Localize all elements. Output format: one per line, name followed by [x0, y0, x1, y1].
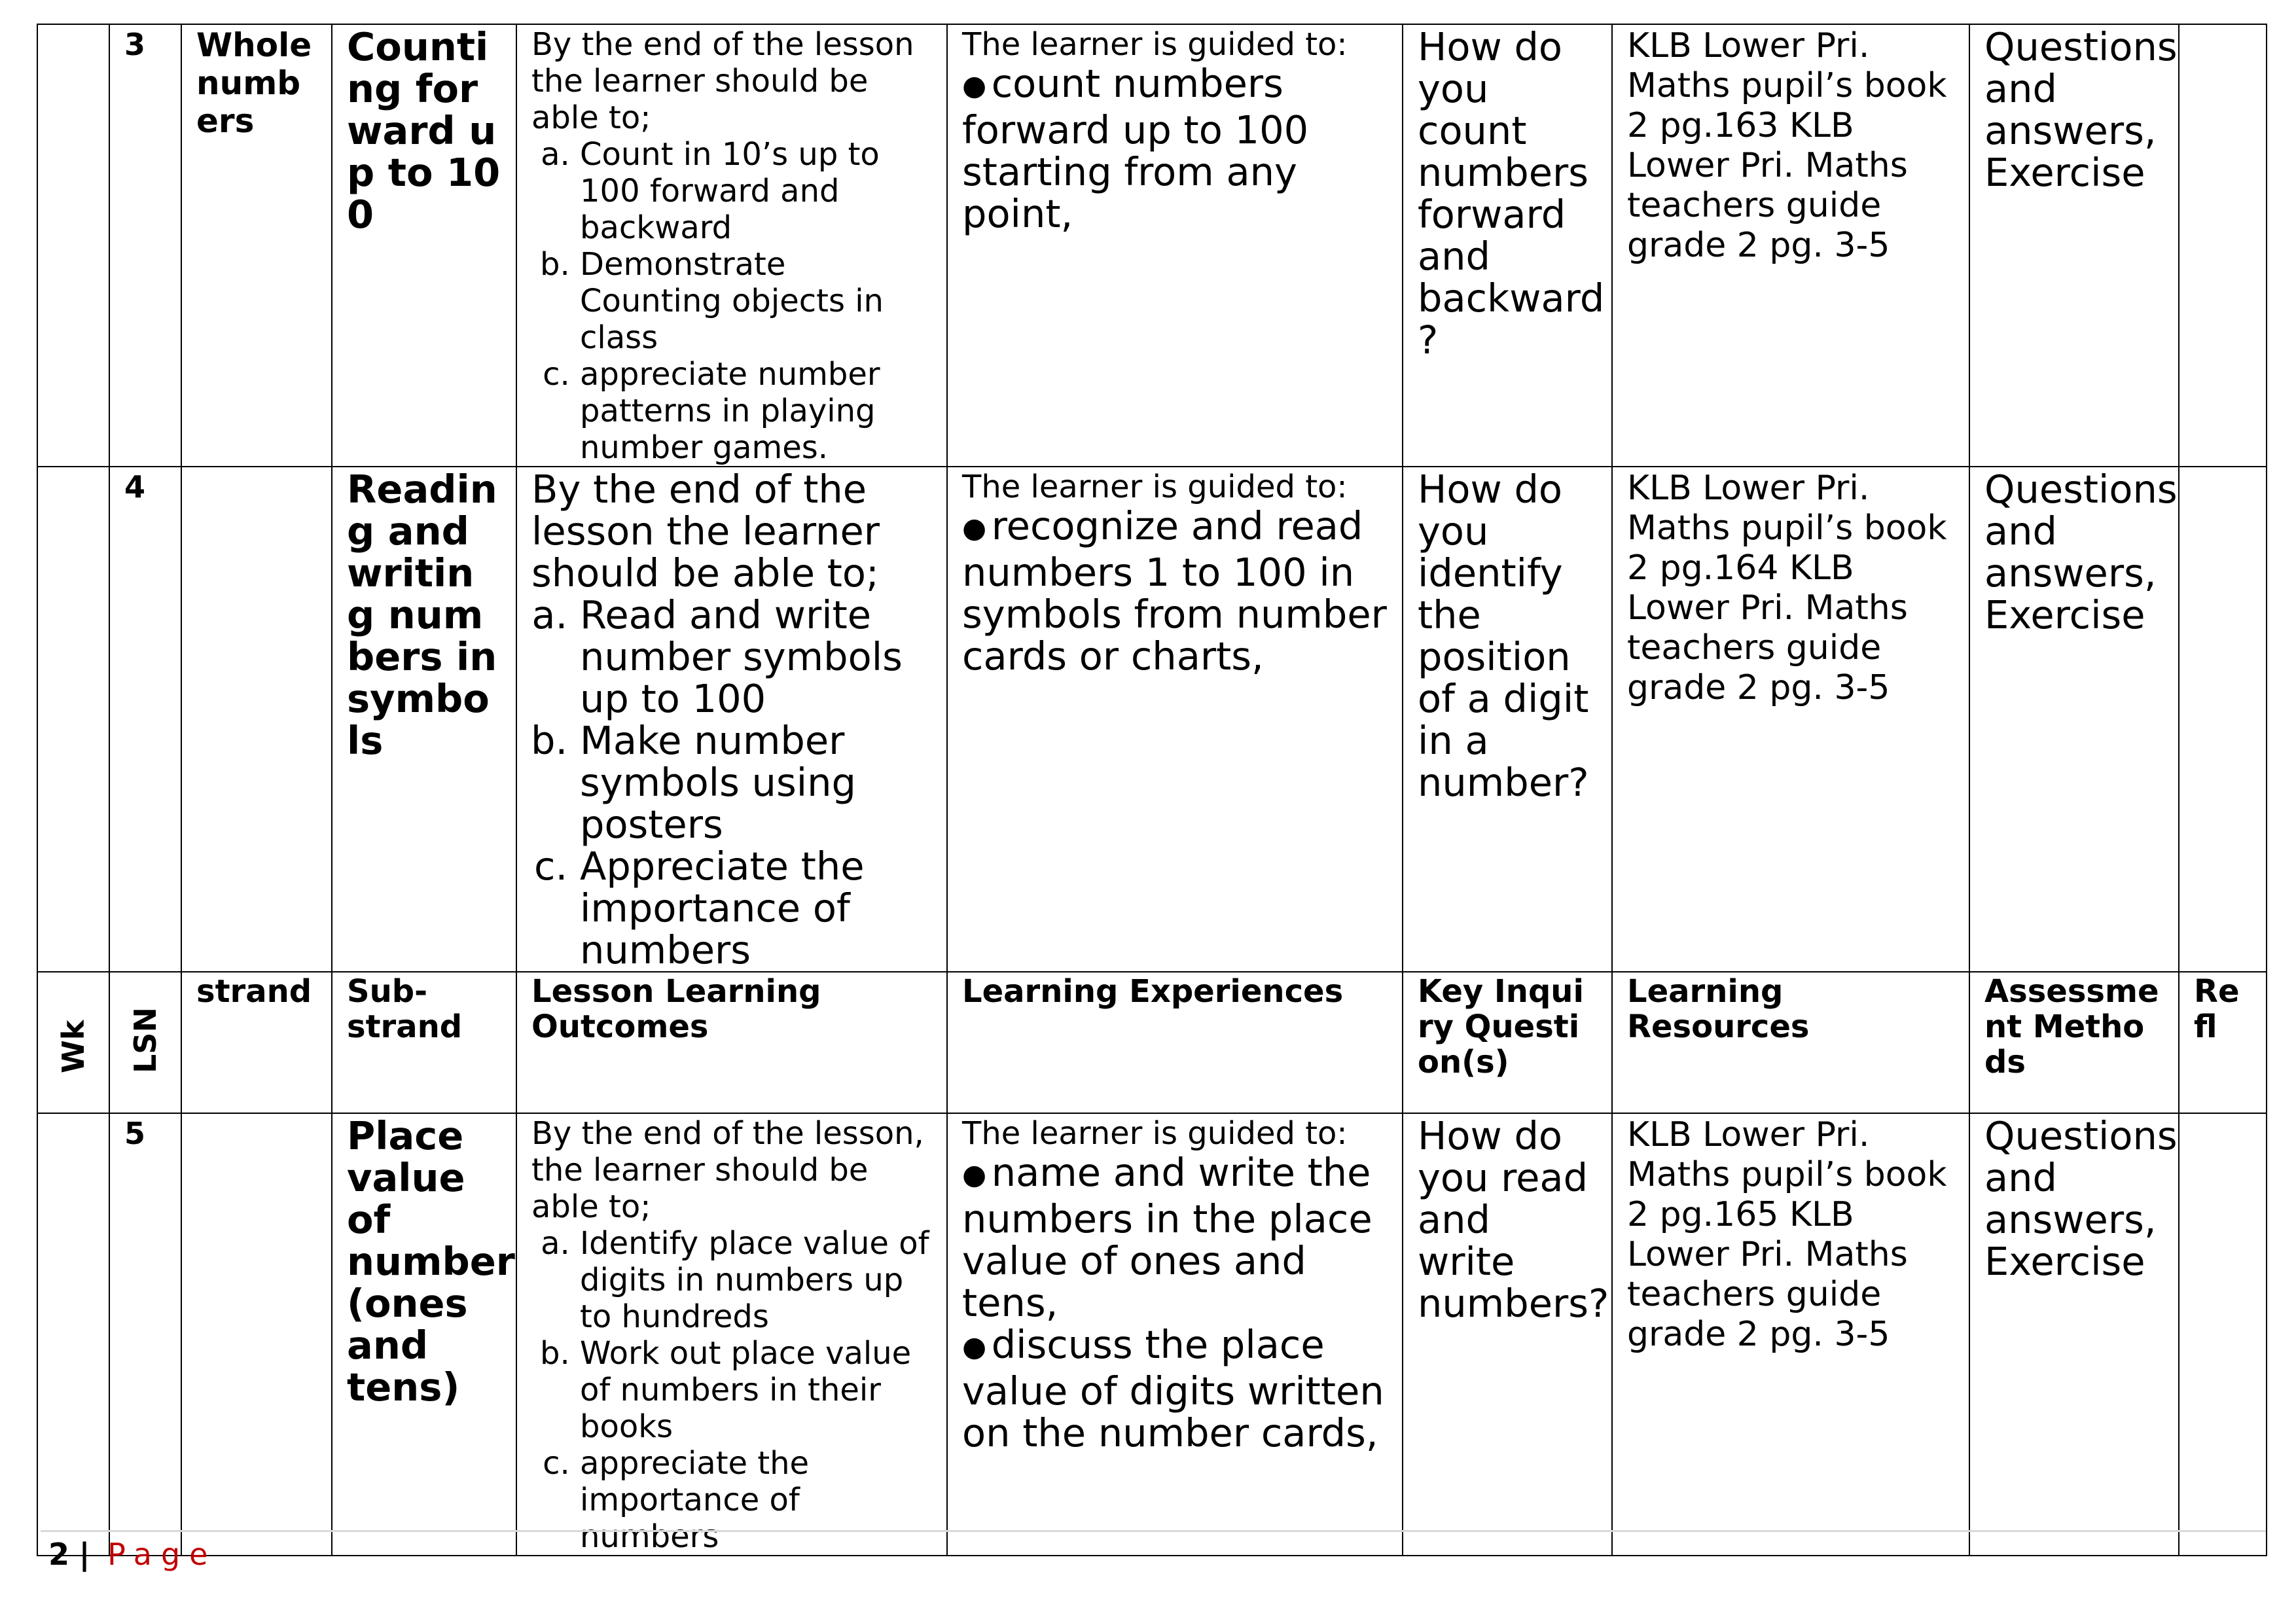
header-inquiry: Key Inquiry Question(s) [1403, 972, 1612, 1113]
header-lesson [109, 972, 181, 1113]
lesson-number: 4 [109, 467, 181, 972]
outcomes-list [531, 136, 932, 466]
header-reflection: Refl [2179, 972, 2267, 1113]
header-lesson-label: LSN [128, 1007, 163, 1073]
outcome-item: b. Make number symbols using posters [580, 720, 932, 846]
header-resources: Learning Resources [1612, 972, 1969, 1113]
outcomes-list [531, 594, 932, 971]
table-row [37, 467, 2267, 972]
footer-divider [41, 1530, 2266, 1532]
learning-experiences-cell [947, 467, 1403, 972]
learning-experiences-cell [947, 1113, 1403, 1556]
sub-strand-cell: Reading and writing numbers in symbols [332, 467, 516, 972]
outcome-item: a. Count in 10’s up to 100 forward and backward [580, 136, 932, 246]
page-number: 2 [48, 1537, 70, 1572]
week-cell [37, 24, 109, 467]
header-week-label: Wk [56, 1020, 91, 1073]
header-week [37, 972, 109, 1113]
strand-cell: Whole numbers [181, 24, 332, 467]
outcome-item: a. Identify place value of digits in numbers up to hundreds [580, 1225, 932, 1335]
experiences-intro: The learner is guided to: [962, 26, 1348, 63]
outcome-item: a. Read and write number symbols up to 100 [580, 594, 932, 720]
header-assessment: Assessment Methods [1969, 972, 2179, 1113]
outcomes-list [531, 1225, 932, 1555]
header-sub-strand: Sub-strand [332, 972, 516, 1113]
header-experiences: Learning Experiences [947, 972, 1403, 1113]
experience-item: ● recognize and read numbers 1 to 100 in symbols from number cards or charts, [962, 505, 1388, 677]
lesson-number: 5 [109, 1113, 181, 1556]
inquiry-question-cell: How do you read and write numbers? [1403, 1113, 1612, 1556]
page-footer [48, 1535, 217, 1574]
sub-strand-cell: Counting forward up to 100 [332, 24, 516, 467]
assessment-methods-cell: Questions and answers, Exercise [1969, 467, 2179, 972]
sub-strand-cell: Place value of number (ones and tens) [332, 1113, 516, 1556]
outcome-item: c. appreciate the importance of numbers [580, 1445, 932, 1555]
learning-outcomes-cell [516, 24, 947, 467]
experience-item: ● discuss the place value of digits written on the number cards, [962, 1324, 1388, 1454]
header-outcomes: Lesson Learning Outcomes [516, 972, 947, 1113]
outcomes-intro: By the end of the lesson the learner should be able to; [531, 26, 914, 136]
table-row [37, 1113, 2267, 1556]
inquiry-question-cell: How do you identify the position of a digit in a number? [1403, 467, 1612, 972]
outcomes-intro: By the end of the lesson, the learner should be able to; [531, 1115, 924, 1225]
reflection-cell [2179, 24, 2267, 467]
experiences-intro: The learner is guided to: [962, 1115, 1348, 1152]
week-cell [37, 467, 109, 972]
lesson-number: 3 [109, 24, 181, 467]
learning-experiences-cell [947, 24, 1403, 467]
outcome-item: c. appreciate number patterns in playing number games. [580, 356, 932, 466]
learning-resources-cell: KLB Lower Pri. Maths pupil’s book 2 pg.164 KLB Lower Pri. Maths teachers guide grade 2 pg. 3-5 [1612, 467, 1969, 972]
footer-separator: | [79, 1537, 90, 1572]
reflection-cell [2179, 1113, 2267, 1556]
page-label: Page [107, 1537, 217, 1572]
experience-item: ● count numbers forward up to 100 starting from any point, [962, 63, 1388, 235]
scheme-of-work-table [37, 24, 2267, 1556]
outcomes-intro: By the end of the lesson the learner should be able to; [531, 467, 880, 596]
reflection-cell [2179, 467, 2267, 972]
header-strand: strand [181, 972, 332, 1113]
week-cell [37, 1113, 109, 1556]
assessment-methods-cell: Questions and answers, Exercise [1969, 1113, 2179, 1556]
learning-outcomes-cell [516, 467, 947, 972]
learning-outcomes-cell [516, 1113, 947, 1556]
experiences-intro: The learner is guided to: [962, 469, 1348, 505]
experience-item: ● name and write the numbers in the place value of ones and tens, [962, 1152, 1388, 1324]
strand-cell [181, 1113, 332, 1556]
assessment-methods-cell: Questions and answers, Exercise [1969, 24, 2179, 467]
strand-cell [181, 467, 332, 972]
outcome-item: c. Appreciate the importance of numbers [580, 846, 932, 971]
table-header-row [37, 972, 2267, 1113]
learning-resources-cell: KLB Lower Pri. Maths pupil’s book 2 pg.163 KLB Lower Pri. Maths teachers guide grade 2 pg. 3-5 [1612, 24, 1969, 467]
inquiry-question-cell: How do you count numbers forward and backward ? [1403, 24, 1612, 467]
outcome-item: b. Demonstrate Counting objects in class [580, 246, 932, 356]
outcome-item: b. Work out place value of numbers in their books [580, 1335, 932, 1445]
table-row [37, 24, 2267, 467]
learning-resources-cell: KLB Lower Pri. Maths pupil’s book 2 pg.165 KLB Lower Pri. Maths teachers guide grade 2 pg. 3-5 [1612, 1113, 1969, 1556]
